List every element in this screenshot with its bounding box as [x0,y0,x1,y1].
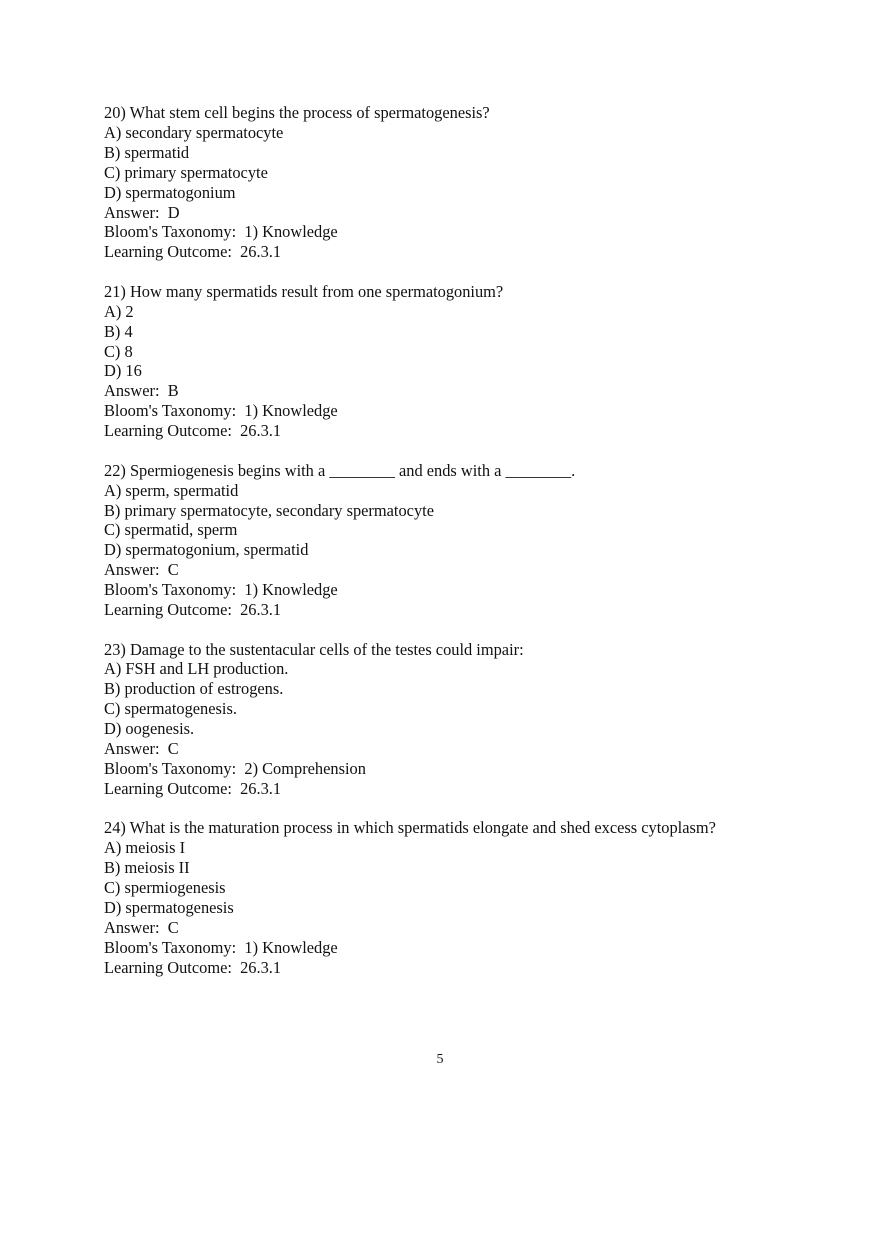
outcome-line: Learning Outcome: 26.3.1 [104,421,282,441]
option-a: A) meiosis I [104,838,186,858]
answer-line: Answer: B [104,381,179,401]
option-a: A) 2 [104,301,134,321]
question-text: 23) Damage to the sustentacular cells of the testes could impair: [104,639,524,659]
question-block-21 [104,282,804,441]
taxonomy-line: Bloom's Taxonomy: 1) Knowledge [104,401,338,421]
option-b: B) meiosis II [104,858,190,878]
taxonomy-line: Bloom's Taxonomy: 1) Knowledge [104,222,338,242]
option-b: B) 4 [104,321,133,341]
outcome-line: Learning Outcome: 26.3.1 [104,242,282,262]
option-d: D) spermatogenesis [104,898,234,917]
outcome-line: Learning Outcome: 26.3.1 [104,778,282,798]
option-d: D) 16 [104,361,142,381]
option-c: C) spermatogenesis. [104,699,237,719]
outcome-line: Learning Outcome: 26.3.1 [104,957,282,977]
option-c: C) 8 [104,341,133,361]
question-text: 20) What stem cell begins the process of spermatogenesis? [104,103,490,122]
answer-line: Answer: D [104,202,180,222]
question-block-23 [104,640,804,799]
answer-line: Answer: C [104,917,179,937]
option-d: D) spermatogonium, spermatid [104,540,309,560]
option-c: C) spermiogenesis [104,878,226,898]
question-block-24 [104,818,804,977]
option-b: B) spermatid [104,142,190,162]
taxonomy-line: Bloom's Taxonomy: 1) Knowledge [104,937,338,957]
option-b: B) primary spermatocyte, secondary spermatocyte [104,500,434,520]
option-a: A) sperm, spermatid [104,480,239,500]
page-number: 5 [436,1052,444,1067]
question-block-20 [104,103,804,262]
option-d: D) spermatogonium [104,182,236,202]
question-text: 21) How many spermatids result from one spermatogonium? [104,281,504,301]
option-b: B) production of estrogens. [104,679,284,699]
answer-line: Answer: C [104,739,179,759]
option-c: C) primary spermatocyte [104,162,268,182]
outcome-line: Learning Outcome: 26.3.1 [104,600,282,620]
answer-line: Answer: C [104,560,179,580]
option-a: A) secondary spermatocyte [104,122,284,142]
option-d: D) oogenesis. [104,719,195,739]
document-page [104,103,804,997]
taxonomy-line: Bloom's Taxonomy: 1) Knowledge [104,580,338,600]
option-c: C) spermatid, sperm [104,520,238,540]
option-a: A) FSH and LH production. [104,659,289,679]
taxonomy-line: Bloom's Taxonomy: 2) Comprehension [104,758,366,778]
question-text: 22) Spermiogenesis begins with a ________ and ends with a ________. [104,460,576,480]
question-text: 24) What is the maturation process in which spermatids elongate and shed excess cytoplasm? [104,818,716,838]
question-block-22 [104,461,804,620]
